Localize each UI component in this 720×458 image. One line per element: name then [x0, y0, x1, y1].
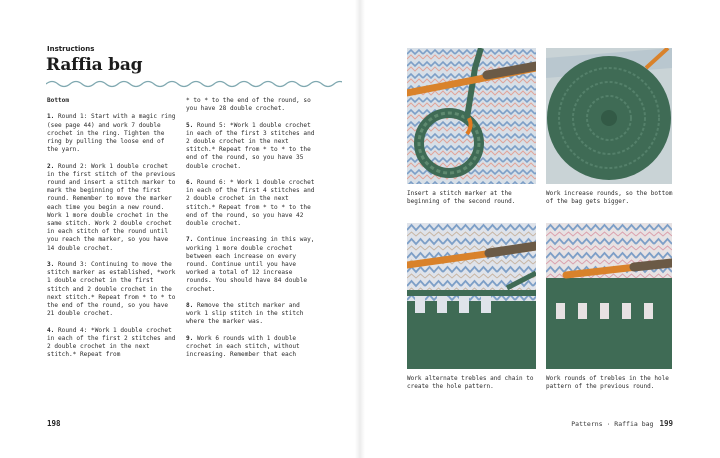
instructions-column-2: [186, 97, 318, 368]
caption-2: Work increase rounds, so the bottom of the bag gets bigger.: [546, 190, 673, 206]
step-3: 3. Round 3: Continuing to move the stitch marker as established, *work 1 double crochet in the first stitch and 2 double crochet in the next stitch.* Repeat from * to * to the end of the round, so you have 21 double crochet.: [47, 261, 176, 318]
step-7: 7. Continue increasing in this way, working 1 more double crochet between each increase on every round. Continue until you have worked a total of 12 increase rounds. You should have 84 double crochet.: [186, 236, 315, 293]
step-8: 8. Remove the stitch marker and work 1 slip stitch in the stitch where the marker was.: [186, 302, 304, 326]
instructions-column-1: [47, 97, 179, 368]
page-number-left: 198: [47, 419, 61, 428]
photo-stitch-marker: [407, 48, 536, 184]
page-number-right: 199: [659, 419, 673, 428]
footer-text: Patterns · Raffia bag: [571, 420, 654, 428]
step-1: 1. Round 1: Start with a magic ring (see page 44) and work 7 double crochet in the ring. Tighten the ring by pulling the loose end of the yarn.: [47, 113, 176, 154]
section-kicker: Instructions: [47, 45, 95, 53]
photo-increase-rounds: [546, 48, 672, 184]
page-title: Raffia bag: [46, 55, 143, 75]
photo-treble-rounds: [546, 223, 672, 369]
caption-4: Work rounds of trebles in the hole pattern of the previous round.: [546, 375, 669, 391]
step-5: 5. Round 5: *Work 1 double crochet in each of the first 3 stitches and 2 double crochet in the next stitch.* Repeat from * to * to the end of the round, so you have 35 double crochet.: [186, 121, 315, 170]
wave-divider: [46, 79, 342, 89]
section-heading: Bottom: [47, 97, 70, 104]
running-footer: [571, 419, 673, 428]
step-9: 9. Work 6 rounds with 1 double crochet in each stitch, without increasing. Remember that each: [186, 334, 300, 359]
step-4-continued: * to * to the end of the round, so you have 28 double crochet.: [186, 97, 311, 113]
step-4: 4. Round 4: *Work 1 double crochet in each of the first 2 stitches and 2 double crochet in the next stitch.* Repeat from: [47, 326, 176, 359]
caption-3: Work alternate trebles and chain to create the hole pattern.: [407, 375, 534, 391]
caption-1: Insert a stitch marker at the beginning of the second round.: [407, 190, 516, 206]
photo-hole-pattern: [407, 223, 536, 369]
step-2: 2. Round 2: Work 1 double crochet in the first stitch of the previous round and insert a stitch marker to mark the beginning of the first round. Remember to move the marker each time you begin a new round. Work 1 more double crochet in the same stitch. Work 2 double crochet in each stitch of the round until you reach the marker, so you have 14 double crochet.: [47, 162, 176, 252]
step-6: 6. Round 6: * Work 1 double crochet in each of the first 4 stitches and 2 double crochet in the next stitch.* Repeat from * to * to the end of the round, so you have 42 double crochet.: [186, 179, 315, 228]
